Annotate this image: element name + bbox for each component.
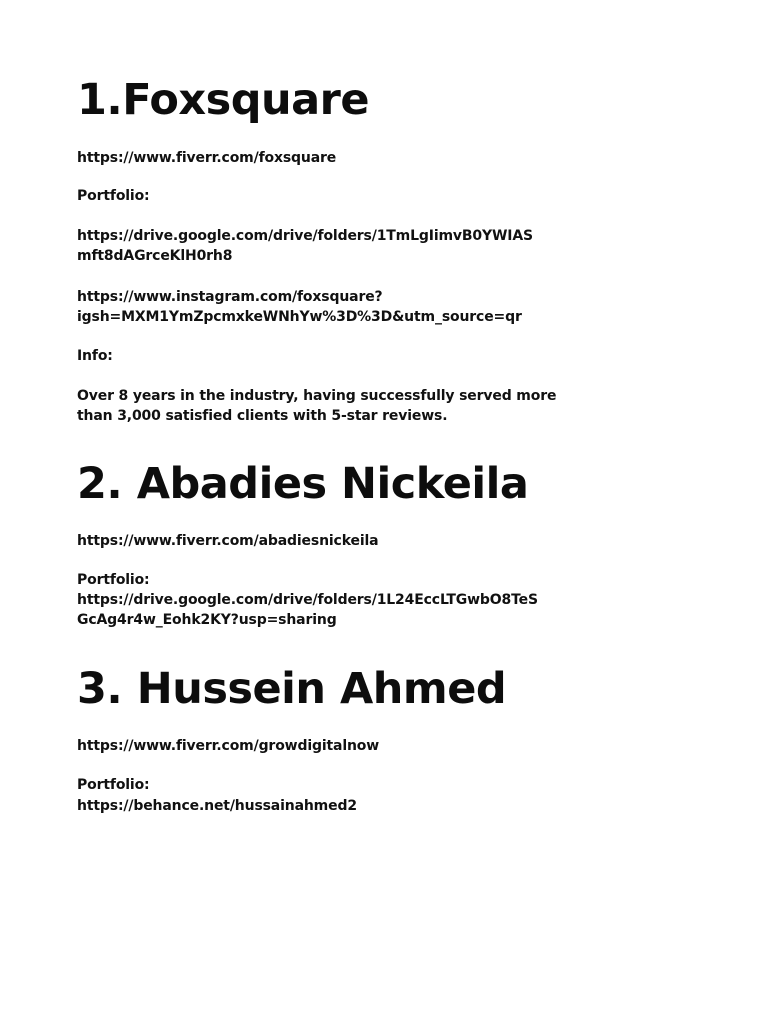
entry-3-fiverr-link[interactable]: https://www.fiverr.com/growdigitalnow (77, 738, 380, 754)
entry-1-instagram-link[interactable] (77, 287, 522, 327)
entry-2-portfolio-label: Portfolio: (77, 572, 150, 588)
entry-2-fiverr-link[interactable]: https://www.fiverr.com/abadiesnickeila (77, 533, 379, 549)
entry-1-info-line-2: than 3,000 satisfied clients with 5-star reviews. (77, 408, 448, 424)
entry-3-heading: 3. Hussein Ahmed (77, 664, 507, 714)
entry-1-drive-link-line-2[interactable]: mft8dAGrceKlH0rh8 (77, 248, 233, 264)
entry-1-info-line-1: Over 8 years in the industry, having successfully served more (77, 388, 557, 404)
entry-1-fiverr-link[interactable]: https://www.fiverr.com/foxsquare (77, 150, 337, 166)
entry-2-drive-link[interactable] (77, 590, 538, 630)
entry-1-heading: 1.Foxsquare (77, 75, 370, 125)
entry-1-info-text (77, 386, 556, 426)
entry-1-portfolio-label: Portfolio: (77, 188, 150, 204)
entry-1-instagram-link-line-2[interactable]: igsh=MXM1YmZpcmxkeWNhYw%3D%3D&utm_source=qr (77, 309, 522, 325)
entry-1-info-label: Info: (77, 348, 113, 364)
entry-3-behance-link[interactable]: https://behance.net/hussainahmed2 (77, 798, 357, 814)
entry-2-heading: 2. Abadies Nickeila (77, 459, 529, 509)
entry-2-drive-link-line-1[interactable]: https://drive.google.com/drive/folders/1L24EccLTGwbO8TeS (77, 592, 538, 608)
entry-1-instagram-link-line-1[interactable]: https://www.instagram.com/foxsquare? (77, 289, 383, 305)
entry-1-drive-link-line-1[interactable]: https://drive.google.com/drive/folders/1TmLgIimvB0YWIAS (77, 228, 533, 244)
entry-1-drive-link[interactable] (77, 226, 533, 266)
entry-3-portfolio-label: Portfolio: (77, 777, 150, 793)
entry-2-drive-link-line-2[interactable]: GcAg4r4w_Eohk2KY?usp=sharing (77, 612, 337, 628)
